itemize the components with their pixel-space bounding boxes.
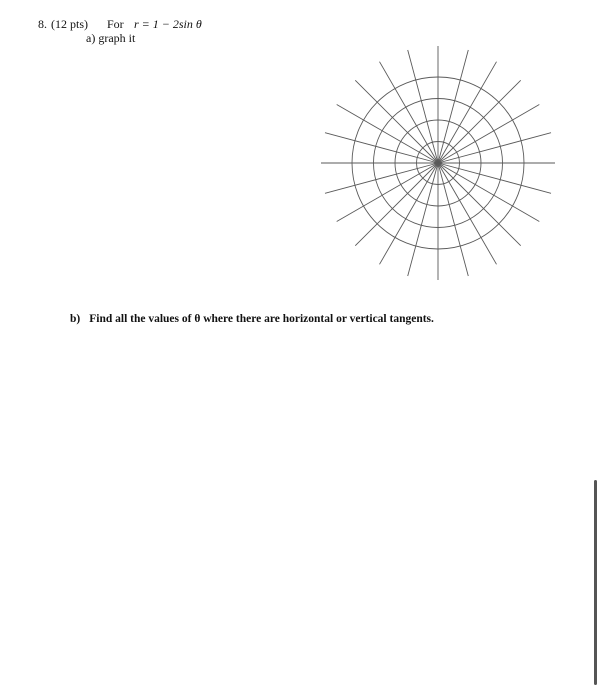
part-b-label: b): [70, 313, 81, 325]
part-a-prompt: a) graph it: [86, 31, 136, 45]
grid-spoke: [325, 133, 438, 163]
vertical-scrollbar[interactable]: [594, 480, 597, 685]
grid-spoke: [438, 62, 497, 163]
question-points: (12 pts): [51, 17, 88, 31]
polar-equation: r = 1 − 2sin θ: [134, 17, 202, 31]
grid-spoke: [325, 163, 438, 193]
grid-spoke: [438, 50, 468, 163]
grid-spoke: [438, 133, 551, 163]
grid-spoke: [438, 163, 551, 193]
grid-spoke: [408, 163, 438, 276]
part-b-prompt: [70, 313, 434, 325]
part-b-text: Find all the values of θ where there are horizontal or vertical tangents.: [89, 313, 434, 325]
grid-spoke: [438, 105, 539, 164]
grid-spoke: [438, 163, 539, 222]
grid-spoke: [438, 163, 497, 264]
for-label: For: [107, 17, 124, 31]
grid-spoke: [380, 163, 439, 264]
grid-spoke: [337, 105, 438, 164]
polar-grid-graph: [318, 43, 558, 283]
grid-spoke: [408, 50, 438, 163]
question-number: 8.: [38, 17, 47, 31]
grid-spoke: [380, 62, 439, 163]
grid-spoke: [337, 163, 438, 222]
grid-spoke: [438, 163, 468, 276]
